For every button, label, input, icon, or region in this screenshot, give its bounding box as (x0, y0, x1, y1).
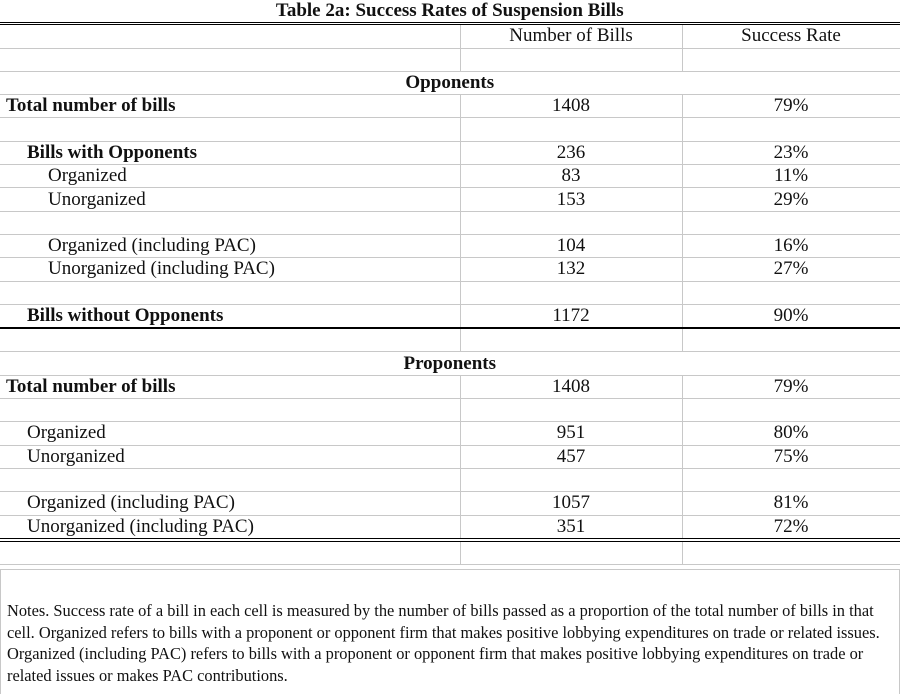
row-rate: 81% (682, 492, 900, 515)
row-bills: 132 (460, 258, 682, 281)
row-rate: 16% (682, 234, 900, 257)
row-label: Total number of bills (0, 95, 460, 118)
row-rate: 79% (682, 375, 900, 398)
header-label (0, 24, 460, 48)
table-row (0, 165, 900, 188)
row-bills: 457 (460, 445, 682, 468)
row-rate: 27% (682, 258, 900, 281)
spacer-row (0, 48, 900, 71)
header-success-rate: Success Rate (682, 24, 900, 48)
table-notes (0, 569, 900, 694)
row-label: Bills with Opponents (0, 141, 460, 164)
section-row-opponents (0, 71, 900, 94)
table-row (0, 375, 900, 398)
table-row (0, 422, 900, 445)
spacer-row (0, 211, 900, 234)
table-row (0, 234, 900, 257)
row-bills: 153 (460, 188, 682, 211)
row-label: Unorganized (including PAC) (0, 258, 460, 281)
row-rate: 75% (682, 445, 900, 468)
row-bills: 951 (460, 422, 682, 445)
row-bills: 1057 (460, 492, 682, 515)
table-row (0, 188, 900, 211)
table-row (0, 304, 900, 328)
spacer-row (0, 328, 900, 352)
row-label: Organized (including PAC) (0, 234, 460, 257)
row-bills: 351 (460, 515, 682, 540)
row-label: Unorganized (0, 188, 460, 211)
row-bills: 1172 (460, 304, 682, 328)
table-title-row (0, 0, 900, 24)
spacer-row (0, 118, 900, 141)
spacer-row (0, 468, 900, 491)
table-row (0, 445, 900, 468)
row-rate: 79% (682, 95, 900, 118)
column-header-row (0, 24, 900, 48)
spacer-row (0, 281, 900, 304)
row-rate: 90% (682, 304, 900, 328)
row-rate: 11% (682, 165, 900, 188)
section-title-proponents: Proponents (0, 352, 900, 375)
row-rate: 23% (682, 141, 900, 164)
row-bills: 104 (460, 234, 682, 257)
notes-text: Notes. Success rate of a bill in each cell is measured by the number of bills passed as a proportion of the total number of bills in that cell. Organized refers to bills with a proponent or opponent firm that makes positive lobbying expenditures on trade or related issues. Organized (including PAC) refers to bills with a proponent or opponent firm that makes positive lobbying expenditures on trade or related issues or makes PAC contributions. (7, 601, 880, 685)
row-label: Unorganized (including PAC) (0, 515, 460, 540)
table-title: Table 2a: Success Rates of Suspension Bills (0, 0, 900, 24)
row-bills: 236 (460, 141, 682, 164)
row-label: Unorganized (0, 445, 460, 468)
row-bills: 1408 (460, 95, 682, 118)
spacer-row (0, 540, 900, 565)
row-rate: 80% (682, 422, 900, 445)
table-row (0, 95, 900, 118)
table-row (0, 515, 900, 540)
section-title-opponents: Opponents (0, 71, 900, 94)
row-label: Organized (including PAC) (0, 492, 460, 515)
section-row-proponents (0, 352, 900, 375)
row-rate: 29% (682, 188, 900, 211)
spacer-row (0, 399, 900, 422)
table-row (0, 141, 900, 164)
row-label: Organized (0, 165, 460, 188)
row-label: Organized (0, 422, 460, 445)
row-label: Bills without Opponents (0, 304, 460, 328)
row-rate: 72% (682, 515, 900, 540)
table-row (0, 492, 900, 515)
row-bills: 1408 (460, 375, 682, 398)
table-row (0, 258, 900, 281)
row-bills: 83 (460, 165, 682, 188)
row-label: Total number of bills (0, 375, 460, 398)
header-number-of-bills: Number of Bills (460, 24, 682, 48)
